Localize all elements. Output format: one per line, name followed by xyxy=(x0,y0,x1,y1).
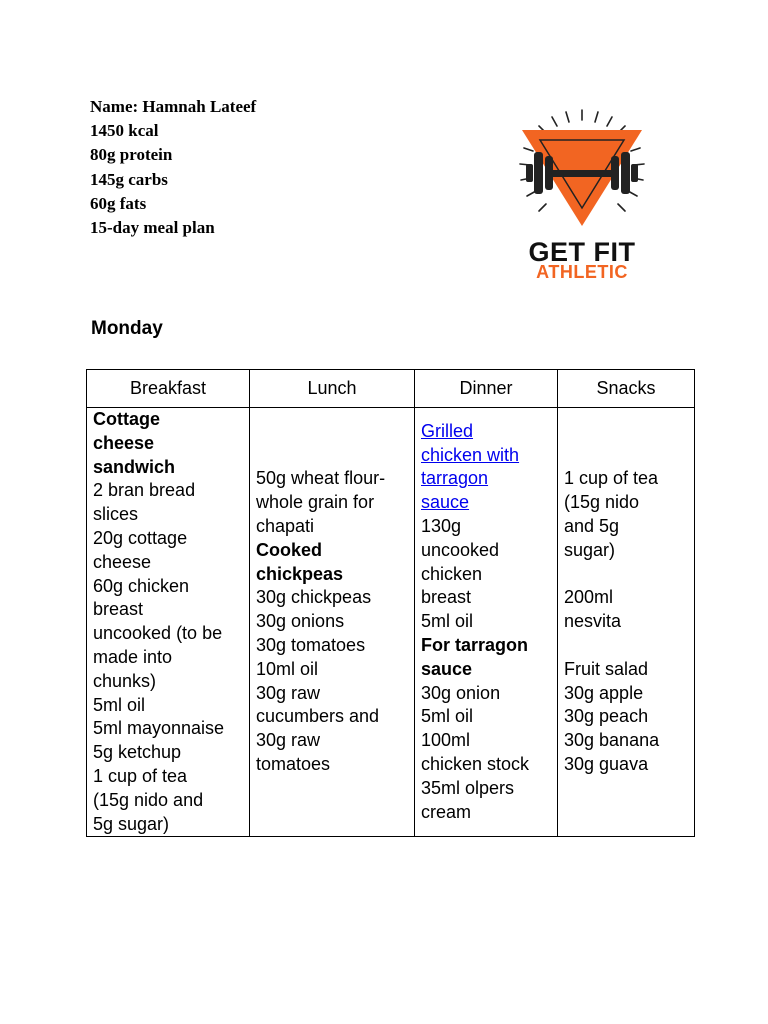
header-lunch: Lunch xyxy=(250,370,415,408)
snack-item: and 5g xyxy=(564,516,620,537)
header-snacks: Snacks xyxy=(558,370,695,408)
get-fit-athletic-logo xyxy=(512,108,652,288)
breakfast-item: 5ml mayonnaise xyxy=(93,718,225,739)
dinner-item: 30g onion xyxy=(421,682,501,703)
breakfast-item: 5ml oil xyxy=(93,694,146,715)
dinner-item: 100ml xyxy=(421,730,471,751)
snack-item: 200ml xyxy=(564,587,614,608)
dumbbell-triangle-icon xyxy=(512,108,652,233)
lunch-item: 30g onions xyxy=(256,611,345,632)
snack-item: (15g nido xyxy=(564,492,640,513)
snack-item: nesvita xyxy=(564,611,622,632)
breakfast-item: (15g nido and xyxy=(93,789,204,810)
snack-item: 30g guava xyxy=(564,754,649,775)
protein: 80g protein xyxy=(90,145,173,165)
breakfast-item: breast xyxy=(93,599,144,620)
spacer xyxy=(564,563,688,587)
fats: 60g fats xyxy=(90,193,147,213)
calories: 1450 kcal xyxy=(90,121,159,141)
snack-item: sugar) xyxy=(564,539,616,560)
lunch-item: whole grain for xyxy=(256,492,375,513)
lunch-title-line: Cooked xyxy=(256,539,323,560)
dinner-item: chicken stock xyxy=(421,754,530,775)
breakfast-item: 1 cup of tea xyxy=(93,765,188,786)
breakfast-item: 2 bran bread xyxy=(93,480,196,501)
dinner-item: 5ml oil xyxy=(421,706,474,727)
breakfast-title-line: Cottage xyxy=(93,409,160,429)
lunch-item: 30g chickpeas xyxy=(256,587,372,608)
dinner-recipe-link[interactable]: tarragon xyxy=(421,468,489,489)
dinner-item: 130g xyxy=(421,516,462,537)
breakfast-item: slices xyxy=(93,504,139,525)
table-header-row xyxy=(87,370,695,408)
breakfast-item: made into xyxy=(93,646,173,667)
meal-plan-table xyxy=(86,369,695,837)
dinner-item: 35ml olpers xyxy=(421,777,515,798)
dinner-recipe-link[interactable]: Grilled xyxy=(421,420,474,441)
snacks-cell xyxy=(558,408,695,837)
dinner-item: breast xyxy=(421,587,472,608)
dinner-title-line: sauce xyxy=(421,658,473,679)
breakfast-item: 20g cottage xyxy=(93,527,188,548)
logo-text-get-fit: GET FIT xyxy=(528,237,636,267)
dinner-item: cream xyxy=(421,801,472,822)
lunch-title-line: chickpeas xyxy=(256,563,344,584)
breakfast-item: chunks) xyxy=(93,670,157,691)
breakfast-cell xyxy=(87,408,250,837)
plan-length: 15-day meal plan xyxy=(90,218,215,238)
snack-item: 1 cup of tea xyxy=(564,468,659,489)
dinner-item: chicken xyxy=(421,563,483,584)
breakfast-title-line: cheese xyxy=(93,432,155,453)
lunch-cell xyxy=(250,408,415,837)
lunch-item: 50g wheat flour- xyxy=(256,468,386,489)
lunch-item: chapati xyxy=(256,516,315,537)
carbs: 145g carbs xyxy=(90,169,168,189)
snack-item: 30g peach xyxy=(564,706,649,727)
snack-item: 30g banana xyxy=(564,730,660,751)
day-title: Monday xyxy=(91,318,163,339)
header-dinner: Dinner xyxy=(415,370,558,408)
lunch-item: 30g tomatoes xyxy=(256,635,366,656)
breakfast-item: 5g sugar) xyxy=(93,813,170,834)
lunch-item: cucumbers and xyxy=(256,706,380,727)
dinner-recipe-link[interactable]: chicken with xyxy=(421,444,520,465)
logo-text-athletic: ATHLETIC xyxy=(536,262,628,282)
dinner-item: 5ml oil xyxy=(421,611,474,632)
lunch-item: 30g raw xyxy=(256,730,321,751)
lunch-item: tomatoes xyxy=(256,754,331,775)
dinner-title-line: For tarragon xyxy=(421,635,529,656)
dinner-item: uncooked xyxy=(421,539,500,560)
snack-item: 30g apple xyxy=(564,682,644,703)
breakfast-title-line: sandwich xyxy=(93,456,176,477)
dinner-cell xyxy=(415,408,558,837)
table-row xyxy=(87,408,695,837)
dinner-recipe-link[interactable]: sauce xyxy=(421,492,470,513)
breakfast-item: cheese xyxy=(93,551,152,572)
breakfast-item: 5g ketchup xyxy=(93,742,182,763)
client-name: Name: Hamnah Lateef xyxy=(90,97,257,116)
header-breakfast: Breakfast xyxy=(87,370,250,408)
breakfast-item: 60g chicken xyxy=(93,575,190,596)
lunch-item: 30g raw xyxy=(256,682,321,703)
breakfast-item: uncooked (to be xyxy=(93,623,223,644)
spacer xyxy=(564,634,688,658)
lunch-item: 10ml oil xyxy=(256,658,319,679)
snack-item: Fruit salad xyxy=(564,658,649,679)
client-info xyxy=(90,95,256,240)
